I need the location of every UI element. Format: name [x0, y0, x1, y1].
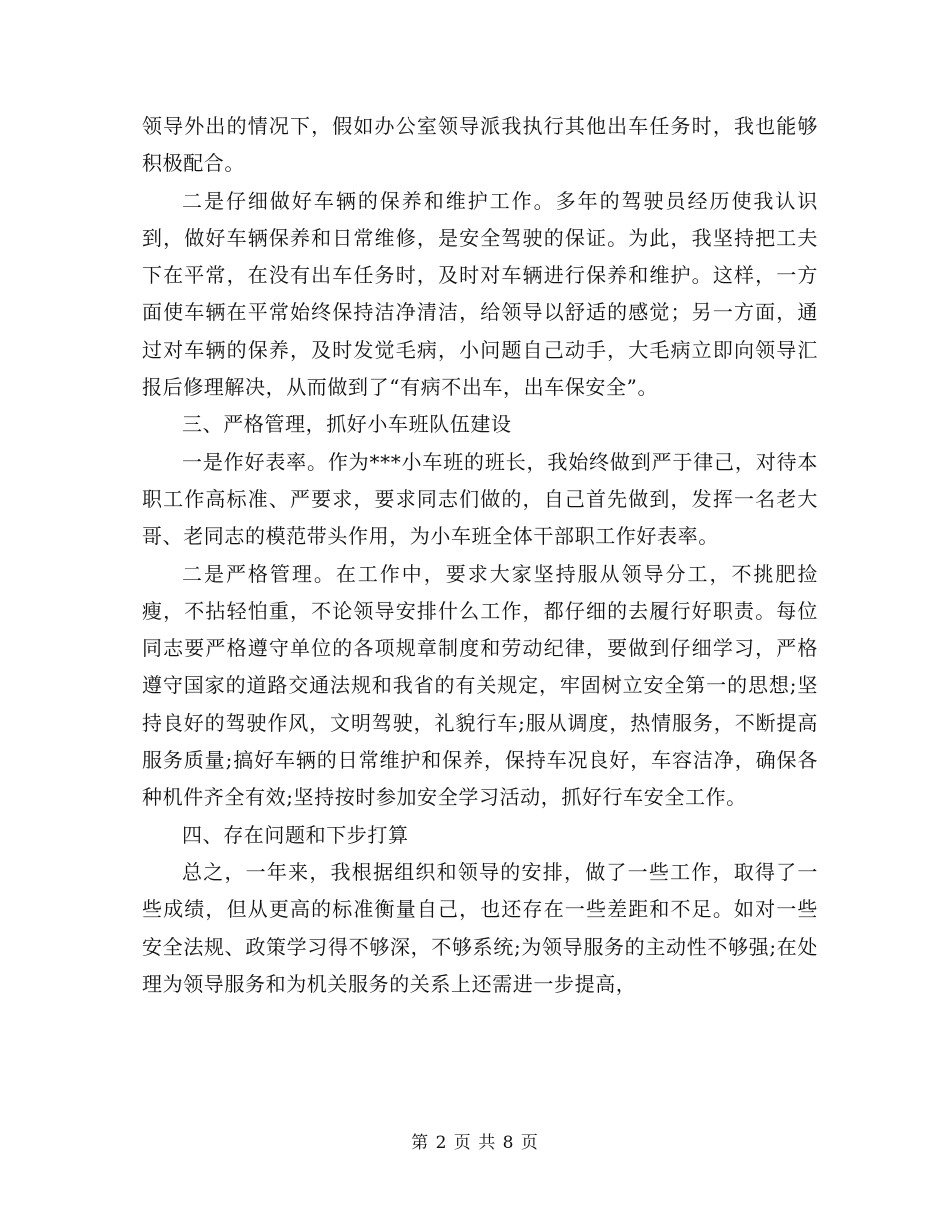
paragraph-vehicle-maintenance: 二是仔细做好车辆的保养和维护工作。多年的驾驶员经历使我认识到，做好车辆保养和日常维修，是安全驾驶的保证。为此，我坚持把工夫下在平常，在没有出车任务时，及时对车辆进行保养和维护。这样，一方面使车辆在平常始终保持洁净清洁，给领导以舒适的感觉；另一方面，通过对车辆的保养，及时发觉毛病，小问题自己动手，大毛病立即向领导汇报后修理解决，从而做到了“有病不出车，出车保安全”。 — [142, 188, 818, 400]
paragraph-continuation: 领导外出的情况下，假如办公室领导派我执行其他出车任务时，我也能够积极配合。 — [142, 114, 818, 176]
section-heading-3: 三、严格管理，抓好小车班队伍建设 — [182, 412, 512, 437]
paragraph-summary: 总之，一年来，我根据组织和领导的安排，做了一些工作，取得了一些成绩，但从更高的标准衡量自己，也还存在一些差距和不足。如对一些安全法规、政策学习得不够深，不够系统;为领导服务的主动性不够强;在处理为领导服务和为机关服务的关系上还需进一步提高， — [142, 859, 818, 996]
document-body — [142, 108, 818, 1003]
paragraph-strict-management: 二是严格管理。在工作中，要求大家坚持服从领导分工，不挑肥捡瘦，不拈轻怕重，不论领导安排什么工作，都仔细的去履行好职责。每位同志要严格遵守单位的各项规章制度和劳动纪律，要做到仔细学习，严格遵守国家的道路交通法规和我省的有关规定，牢固树立安全第一的思想;坚持良好的驾驶作风，文明驾驶，礼貌行车;服从调度，热情服务，不断提高服务质量;搞好车辆的日常维护和保养，保持车况良好，车容洁净，确保各种机件齐全有效;坚持按时参加安全学习活动，抓好行车安全工作。 — [142, 561, 818, 810]
page-footer: 第 2 页 共 8 页 — [411, 1133, 539, 1153]
paragraph-set-example: 一是作好表率。作为***小车班的班长，我始终做到严于律己，对待本职工作高标准、严要求，要求同志们做的，自己首先做到，发挥一名老大哥、老同志的模范带头作用，为小车班全体干部职工作好表率。 — [142, 449, 818, 549]
section-heading-4: 四、存在问题和下步打算 — [182, 822, 409, 847]
